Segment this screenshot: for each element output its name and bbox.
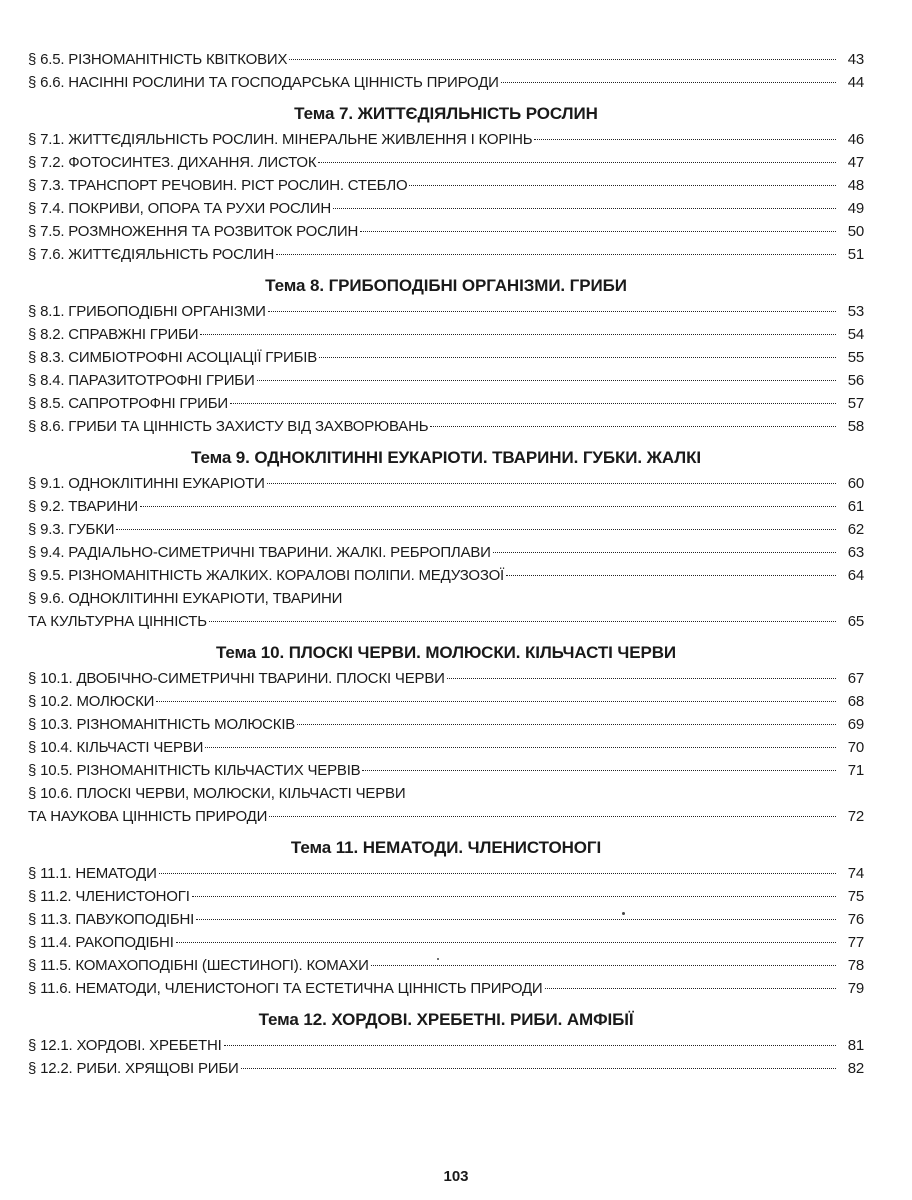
toc-entry bbox=[28, 908, 864, 931]
dot-leader bbox=[319, 357, 836, 358]
toc-entry bbox=[28, 736, 864, 759]
entry-page-number: 51 bbox=[847, 246, 864, 263]
entry-title: § 11.1. НЕМАТОДИ bbox=[28, 865, 157, 882]
toc-entry bbox=[28, 667, 864, 690]
entry-title: § 10.4. КІЛЬЧАСТІ ЧЕРВИ bbox=[28, 739, 204, 756]
toc-entry bbox=[28, 1034, 864, 1057]
entry-page-number: 61 bbox=[847, 498, 864, 515]
dot-leader bbox=[230, 403, 836, 404]
dot-leader bbox=[493, 552, 836, 553]
section-heading: Тема 11. НЕМАТОДИ. ЧЛЕНИСТОНОГІ bbox=[290, 838, 602, 857]
entry-page-number: 44 bbox=[847, 74, 864, 91]
entry-title: § 11.3. ПАВУКОПОДІБНІ bbox=[28, 911, 195, 928]
dot-leader bbox=[196, 919, 836, 920]
toc-entry bbox=[28, 954, 864, 977]
toc-entry bbox=[28, 931, 864, 954]
dot-leader bbox=[362, 770, 836, 771]
dot-leader bbox=[534, 139, 836, 140]
entry-page-number: 48 bbox=[847, 177, 864, 194]
toc-entry bbox=[28, 1057, 864, 1080]
dot-leader bbox=[224, 1045, 836, 1046]
toc-entry bbox=[28, 48, 864, 71]
dot-leader bbox=[318, 162, 836, 163]
entry-title: § 8.2. СПРАВЖНІ ГРИБИ bbox=[28, 326, 199, 343]
entry-page-number: 78 bbox=[847, 957, 864, 974]
dot-leader bbox=[506, 575, 836, 576]
dot-leader bbox=[156, 701, 836, 702]
entry-page-number: 50 bbox=[847, 223, 864, 240]
entry-page-number: 57 bbox=[847, 395, 864, 412]
entry-page-number: 81 bbox=[847, 1037, 864, 1054]
toc-section bbox=[28, 274, 864, 438]
section-heading: Тема 7. ЖИТТЄДІЯЛЬНІСТЬ РОСЛИН bbox=[294, 104, 598, 123]
entry-page-number: 76 bbox=[847, 911, 864, 928]
dot-leader bbox=[545, 988, 836, 989]
toc-section bbox=[28, 641, 864, 828]
section-heading: Тема 9. ОДНОКЛІТИННІ ЕУКАРІОТИ. ТВАРИНИ. ГУБКИ. ЖАЛКІ bbox=[191, 448, 701, 467]
entry-title: § 6.6. НАСІННІ РОСЛИНИ ТА ГОСПОДАРСЬКА ЦІННІСТЬ ПРИРОДИ bbox=[28, 74, 499, 91]
entry-page-number: 70 bbox=[847, 739, 864, 756]
entry-page-number: 75 bbox=[847, 888, 864, 905]
toc-entry bbox=[28, 472, 864, 495]
dot-leader bbox=[159, 873, 836, 874]
entry-title: § 11.2. ЧЛЕНИСТОНОГІ bbox=[28, 888, 190, 905]
entry-title: § 10.2. МОЛЮСКИ bbox=[28, 693, 155, 710]
entry-title: § 8.1. ГРИБОПОДІБНІ ОРГАНІЗМИ bbox=[28, 303, 266, 320]
entry-title: § 10.6. ПЛОСКІ ЧЕРВИ, МОЛЮСКИ, КІЛЬЧАСТІ ЧЕРВИ bbox=[28, 785, 406, 802]
toc-entry bbox=[28, 759, 864, 782]
entry-page-number: 58 bbox=[847, 418, 864, 435]
entry-page-number: 55 bbox=[847, 349, 864, 366]
table-of-contents bbox=[28, 48, 864, 1088]
toc-section bbox=[28, 102, 864, 266]
dot-leader bbox=[289, 59, 836, 60]
toc-entry bbox=[28, 690, 864, 713]
dot-leader bbox=[140, 506, 836, 507]
entry-page-number: 71 bbox=[847, 762, 864, 779]
toc-section bbox=[28, 1008, 864, 1080]
toc-entry bbox=[28, 346, 864, 369]
toc-section bbox=[28, 48, 864, 94]
toc-entry bbox=[28, 151, 864, 174]
toc-entry bbox=[28, 885, 864, 908]
toc-entry bbox=[28, 323, 864, 346]
dot-leader bbox=[276, 254, 836, 255]
entry-title: § 9.6. ОДНОКЛІТИННІ ЕУКАРІОТИ, ТВАРИНИ bbox=[28, 590, 343, 607]
dot-leader bbox=[360, 231, 836, 232]
toc-entry bbox=[28, 782, 864, 828]
scan-speck bbox=[622, 912, 625, 915]
entry-page-number: 56 bbox=[847, 372, 864, 389]
entry-title: § 9.5. РІЗНОМАНІТНІСТЬ ЖАЛКИХ. КОРАЛОВІ ПОЛІПИ. МЕДУЗОЗОЇ bbox=[28, 567, 505, 584]
toc-entry bbox=[28, 197, 864, 220]
page-number: 103 bbox=[443, 1168, 469, 1185]
toc-entry bbox=[28, 128, 864, 151]
entry-title: § 10.3. РІЗНОМАНІТНІСТЬ МОЛЮСКІВ bbox=[28, 716, 296, 733]
entry-title: § 8.4. ПАРАЗИТОТРОФНІ ГРИБИ bbox=[28, 372, 255, 389]
toc-entry bbox=[28, 587, 864, 633]
entry-page-number: 79 bbox=[847, 980, 864, 997]
entry-title: § 6.5. РІЗНОМАНІТНІСТЬ КВІТКОВИХ bbox=[28, 51, 288, 68]
entry-page-number: 64 bbox=[847, 567, 864, 584]
entry-page-number: 62 bbox=[847, 521, 864, 538]
toc-entry bbox=[28, 564, 864, 587]
toc-entry bbox=[28, 220, 864, 243]
entry-title: § 8.6. ГРИБИ ТА ЦІННІСТЬ ЗАХИСТУ ВІД ЗАХВОРЮВАНЬ bbox=[28, 418, 429, 435]
entry-title: § 12.1. ХОРДОВІ. ХРЕБЕТНІ bbox=[28, 1037, 222, 1054]
entry-title: § 7.3. ТРАНСПОРТ РЕЧОВИН. РІСТ РОСЛИН. СТЕБЛО bbox=[28, 177, 408, 194]
entry-title: § 9.4. РАДІАЛЬНО-СИМЕТРИЧНІ ТВАРИНИ. ЖАЛКІ. РЕБРОПЛАВИ bbox=[28, 544, 491, 561]
entry-page-number: 49 bbox=[847, 200, 864, 217]
toc-section bbox=[28, 836, 864, 1000]
section-heading: Тема 12. ХОРДОВІ. ХРЕБЕТНІ. РИБИ. АМФІБІЇ bbox=[258, 1010, 634, 1029]
toc-entry bbox=[28, 977, 864, 1000]
toc-entry bbox=[28, 541, 864, 564]
entry-page-number: 68 bbox=[847, 693, 864, 710]
entry-title: § 10.1. ДВОБІЧНО-СИМЕТРИЧНІ ТВАРИНИ. ПЛОСКІ ЧЕРВИ bbox=[28, 670, 445, 687]
entry-title: § 7.4. ПОКРИВИ, ОПОРА ТА РУХИ РОСЛИН bbox=[28, 200, 332, 217]
entry-title: § 10.5. РІЗНОМАНІТНІСТЬ КІЛЬЧАСТИХ ЧЕРВІВ bbox=[28, 762, 361, 779]
dot-leader bbox=[333, 208, 836, 209]
toc-section bbox=[28, 446, 864, 633]
dot-leader bbox=[200, 334, 836, 335]
entry-page-number: 77 bbox=[847, 934, 864, 951]
toc-entry bbox=[28, 392, 864, 415]
entry-page-number: 82 bbox=[847, 1060, 864, 1077]
toc-entry bbox=[28, 862, 864, 885]
dot-leader bbox=[192, 896, 836, 897]
toc-entry bbox=[28, 415, 864, 438]
entry-page-number: 67 bbox=[847, 670, 864, 687]
entry-page-number: 53 bbox=[847, 303, 864, 320]
entry-title: § 7.5. РОЗМНОЖЕННЯ ТА РОЗВИТОК РОСЛИН bbox=[28, 223, 359, 240]
dot-leader bbox=[297, 724, 836, 725]
entry-title: § 9.3. ГУБКИ bbox=[28, 521, 115, 538]
toc-entry bbox=[28, 71, 864, 94]
entry-page-number: 65 bbox=[847, 613, 864, 630]
toc-entry bbox=[28, 243, 864, 266]
dot-leader bbox=[257, 380, 836, 381]
dot-leader bbox=[409, 185, 836, 186]
entry-title: § 9.1. ОДНОКЛІТИННІ ЕУКАРІОТИ bbox=[28, 475, 265, 492]
entry-page-number: 54 bbox=[847, 326, 864, 343]
entry-title: § 12.2. РИБИ. ХРЯЩОВІ РИБИ bbox=[28, 1060, 239, 1077]
scan-speck bbox=[437, 958, 439, 960]
dot-leader bbox=[447, 678, 836, 679]
toc-entry bbox=[28, 300, 864, 323]
toc-entry bbox=[28, 495, 864, 518]
toc-entry bbox=[28, 174, 864, 197]
entry-page-number: 72 bbox=[847, 808, 864, 825]
dot-leader bbox=[371, 965, 836, 966]
dot-leader bbox=[501, 82, 836, 83]
entry-title: § 7.1. ЖИТТЄДІЯЛЬНІСТЬ РОСЛИН. МІНЕРАЛЬНЕ ЖИВЛЕННЯ І КОРІНЬ bbox=[28, 131, 533, 148]
entry-page-number: 74 bbox=[847, 865, 864, 882]
entry-page-number: 60 bbox=[847, 475, 864, 492]
entry-page-number: 63 bbox=[847, 544, 864, 561]
entry-page-number: 46 bbox=[847, 131, 864, 148]
toc-entry bbox=[28, 518, 864, 541]
toc-entry bbox=[28, 713, 864, 736]
entry-title: § 11.4. РАКОПОДІБНІ bbox=[28, 934, 174, 951]
entry-title: § 7.2. ФОТОСИНТЕЗ. ДИХАННЯ. ЛИСТОК bbox=[28, 154, 317, 171]
dot-leader bbox=[269, 816, 836, 817]
entry-title: § 8.5. САПРОТРОФНІ ГРИБИ bbox=[28, 395, 228, 412]
entry-title: § 8.3. СИМБІОТРОФНІ АСОЦІАЦІЇ ГРИБІВ bbox=[28, 349, 317, 366]
dot-leader bbox=[116, 529, 836, 530]
entry-title: § 9.2. ТВАРИНИ bbox=[28, 498, 138, 515]
entry-title: § 11.6. НЕМАТОДИ, ЧЛЕНИСТОНОГІ ТА ЕСТЕТИЧНА ЦІННІСТЬ ПРИРОДИ bbox=[28, 980, 543, 997]
entry-page-number: 69 bbox=[847, 716, 864, 733]
entry-title: § 11.5. КОМАХОПОДІБНІ (ШЕСТИНОГІ). КОМАХИ bbox=[28, 957, 369, 974]
dot-leader bbox=[268, 311, 836, 312]
entry-page-number: 43 bbox=[847, 51, 864, 68]
entry-title: ТА НАУКОВА ЦІННІСТЬ ПРИРОДИ bbox=[28, 808, 268, 825]
section-heading: Тема 8. ГРИБОПОДІБНІ ОРГАНІЗМИ. ГРИБИ bbox=[265, 276, 627, 295]
entry-page-number: 47 bbox=[847, 154, 864, 171]
dot-leader bbox=[241, 1068, 836, 1069]
entry-title: § 7.6. ЖИТТЄДІЯЛЬНІСТЬ РОСЛИН bbox=[28, 246, 275, 263]
dot-leader bbox=[267, 483, 836, 484]
toc-entry bbox=[28, 369, 864, 392]
section-heading: Тема 10. ПЛОСКІ ЧЕРВИ. МОЛЮСКИ. КІЛЬЧАСТІ ЧЕРВИ bbox=[215, 643, 677, 662]
dot-leader bbox=[209, 621, 836, 622]
entry-title: ТА КУЛЬТУРНА ЦІННІСТЬ bbox=[28, 613, 207, 630]
dot-leader bbox=[205, 747, 836, 748]
dot-leader bbox=[176, 942, 836, 943]
dot-leader bbox=[430, 426, 836, 427]
